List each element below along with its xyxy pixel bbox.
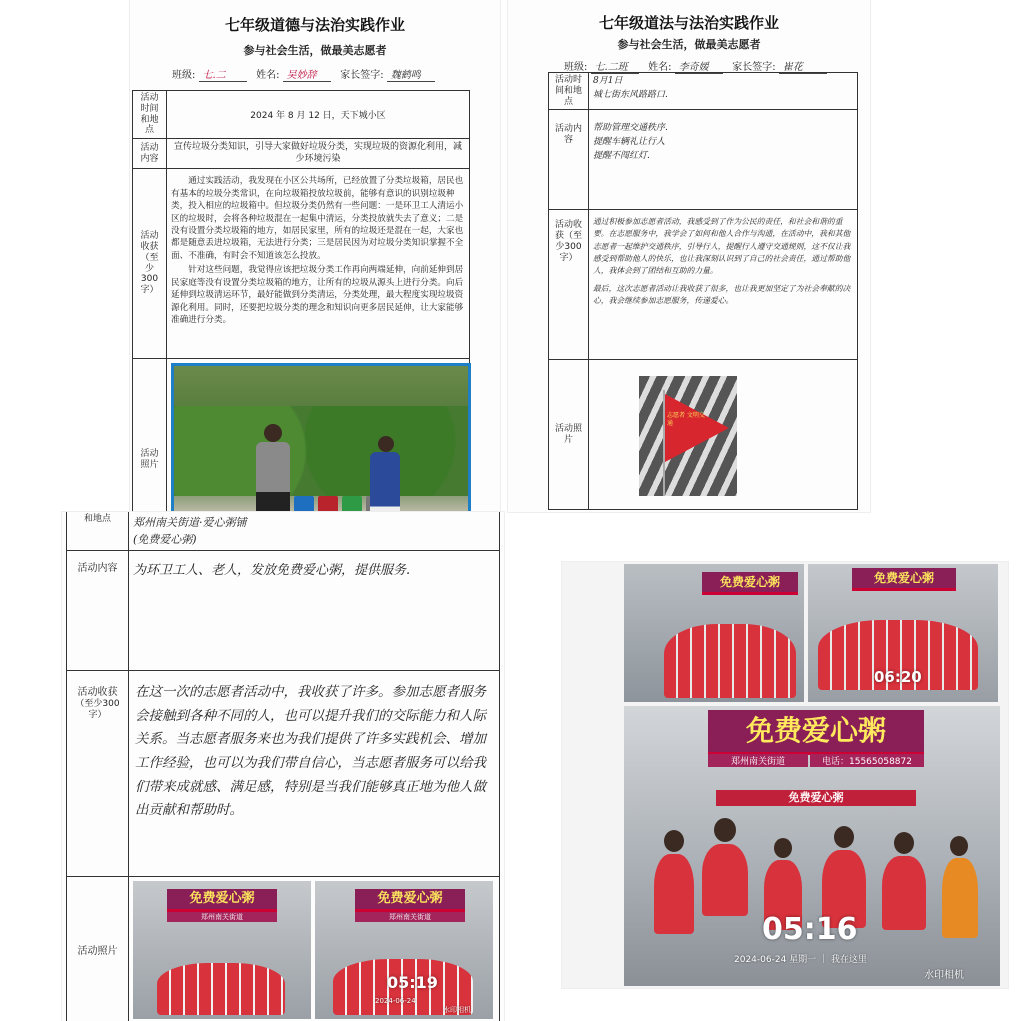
- class-value: 七.二: [199, 66, 247, 82]
- collage-photo-top-left: [624, 564, 804, 702]
- crosswalk-flag-photo: [639, 376, 737, 496]
- woman-figure: [256, 442, 290, 512]
- shop-sign-right: 免费爱心粥: [355, 889, 465, 912]
- volunteer-head-3: [774, 838, 792, 858]
- volunteer-1: [654, 854, 694, 934]
- name-label: 姓名:: [648, 62, 672, 73]
- worksheet-love-porridge: [62, 512, 504, 1021]
- shop-sub-left: 郑州南关街道: [167, 912, 277, 922]
- volunteer-5: [882, 856, 926, 930]
- place-line-1: 郑州南关街道·爱心粥铺: [133, 516, 247, 529]
- photo-label: 活动照片: [133, 359, 167, 512]
- volunteer-group-left: [157, 963, 285, 1015]
- garbage-sorting-photo: [171, 363, 471, 512]
- volunteer-6: [942, 858, 978, 938]
- time-label: 活动时间和地点: [133, 91, 167, 139]
- content-line-2: 提醒车辆礼让行人: [593, 137, 666, 148]
- volunteer-head-2: [714, 818, 736, 842]
- content-line-3: 提醒不闯红灯.: [593, 151, 650, 162]
- harvest-text: [167, 169, 470, 359]
- doc1-title: 七年级道德与法治实践作业: [224, 16, 405, 34]
- parent-signature: 崔花: [779, 58, 827, 74]
- flag-text: 志愿者 文明交通: [667, 412, 705, 428]
- place-value: [129, 512, 500, 551]
- volunteer-head-4: [834, 826, 854, 848]
- time-value: [589, 73, 858, 110]
- watermark: 水印相机: [443, 1006, 471, 1015]
- shop-sign-top-right: 免费爱心粥: [852, 568, 956, 591]
- photo-cell: [129, 877, 500, 1021]
- photo-date-line: 2024-06-24 星期一 ｜ 我在这里: [734, 955, 867, 965]
- doc2-form-table: [548, 72, 858, 510]
- porridge-photo-left: [133, 881, 311, 1019]
- recycle-bin-red: [318, 496, 338, 512]
- volunteer-head-1: [664, 830, 684, 852]
- time-line-2: 城七街东风路路口.: [593, 89, 668, 100]
- volunteer-head-6: [950, 836, 968, 856]
- harvest-paragraph-2: 针对这些问题，我觉得应该把垃圾分类工作再向两端延伸，向前延伸到居民家庭等没有设置分类垃圾箱的地方，让所有的垃圾从源头上进行分类。向后延伸到垃圾清运环节，最好能做到分类清运，分类处理，最大程度实现垃圾资源化利用。同时，还要把垃圾分类的理念和知识向更多居民延伸，让大家能够准确进行分类。: [171, 265, 464, 326]
- photo-pair: [133, 881, 495, 1019]
- recycle-bin-blue: [294, 496, 314, 512]
- time-line-1: 8月1日: [593, 76, 623, 86]
- place-label: 和地点: [67, 512, 129, 551]
- photo-collage-porridge: [562, 562, 1008, 988]
- girl-figure: [370, 452, 400, 512]
- class-value: 七.二班: [591, 58, 639, 74]
- time-value: 2024 年 8 月 12 日，天下城小区: [167, 91, 470, 139]
- photo-label: 活动照片: [549, 360, 589, 510]
- harvest-sublabel: （至少300字）: [75, 699, 120, 720]
- doc2-subtitle: 参与社会生活，做最美志愿者: [617, 38, 761, 51]
- recycle-bin-green: [342, 496, 362, 512]
- class-label: 班级:: [564, 62, 588, 73]
- name-value: 李奇媛: [675, 58, 723, 74]
- volunteer-group-top-left: [664, 624, 796, 698]
- doc2-title: 七年级道法与法治实践作业: [598, 14, 779, 32]
- harvest-text: [589, 210, 858, 360]
- content-value: [589, 110, 858, 210]
- content-value: 宣传垃圾分类知识，引导大家做好垃圾分类，实现垃圾的资源化利用，减少环境污染: [167, 139, 470, 169]
- harvest-label: 活动收获（至少300字）: [133, 169, 167, 359]
- shop-sign-top-left: 免费爱心粥: [702, 572, 798, 595]
- doc1-form-table: [132, 90, 470, 512]
- doc1-subtitle: 参与社会生活，做最美志愿者: [243, 44, 387, 57]
- photo-cell: [589, 360, 858, 510]
- watermark: 水印相机: [924, 970, 964, 981]
- main-banner: 免费爱心粥: [716, 790, 916, 806]
- parent-label: 家长签字:: [732, 62, 776, 73]
- name-value: 吴妙辞: [283, 66, 331, 82]
- harvest-paragraph-2: 最后，这次志愿者活动让我收获了很多，也让我更加坚定了为社会奉献的决心，我会继续参加志愿服务，传递爱心。: [593, 283, 851, 305]
- harvest-paragraph-1: 通过实践活动，我发现在小区公共场所，已经放置了分类垃圾箱，居民也有基本的垃圾分类常识，在向垃圾箱投放垃圾前，能够有意识的识别垃圾种类，投入相应的垃圾箱中。但垃圾分类仍然有一些问题：一是环卫工人清运小区的垃圾时，会将各种垃圾混在一起集中清运，分类投放就失去了意义；二是没有设置分类垃圾箱的地方，如居民家里，所有的垃圾还是混在一起，大家也都是随意丢进垃圾箱，无法进行分类；三是居民因为对垃圾分类知识掌握不全面、不准确，有时会不知道该怎么投放。: [171, 176, 464, 261]
- doc1-info-line: [172, 66, 435, 82]
- photo-date: 2024-06-24: [375, 997, 416, 1006]
- content-label: 活动内容: [67, 551, 129, 671]
- content-line-1: 帮助管理交通秩序.: [593, 123, 668, 134]
- place-line-2: (免费爱心粥): [133, 533, 197, 547]
- porridge-photo-right: [315, 881, 493, 1019]
- photo-cell: [167, 359, 470, 512]
- photo-time: 05:19: [387, 973, 438, 993]
- collage-photo-top-right: [808, 564, 998, 702]
- main-shop-sub: 郑州南关街道: [708, 754, 808, 767]
- time-label: 活动时间和地点: [549, 73, 589, 110]
- content-value: 为环卫工人、老人，发放免费爱心粥，提供服务.: [129, 551, 500, 671]
- content-label: 活动内容: [549, 110, 589, 210]
- volunteer-flag: [665, 394, 729, 462]
- shop-sign-left: 免费爱心粥: [167, 889, 277, 912]
- content-label: 活动内容: [133, 139, 167, 169]
- class-label: 班级:: [172, 70, 196, 81]
- doc3-form-table: [66, 512, 500, 1021]
- photo-time-main: 05:16: [762, 912, 858, 947]
- main-phone: 电话：15565058872: [810, 754, 924, 767]
- volunteer-head-5: [894, 832, 914, 854]
- harvest-label: 活动收获（至少300字）: [549, 210, 589, 360]
- photo-label: 活动照片: [67, 877, 129, 1021]
- bushes: [174, 406, 468, 496]
- worksheet-garbage-sorting: [130, 0, 500, 512]
- shop-sub-right: 郑州南关街道: [355, 912, 465, 922]
- harvest-text: 在这一次的志愿者活动中，我收获了许多。参加志愿者服务会接触到各种不同的人，也可以提升我们的交际能力和人际关系。当志愿者服务来也为我们提供了许多实践机会、增加工作经验，也可以为我们带自信心，当志愿者服务可以给我们带来成就感、满足感，特别是当我们能够真正地为他人做出贡献和帮助时。: [129, 671, 500, 877]
- parent-signature: 魏鹤鸣: [387, 66, 435, 82]
- harvest-paragraph-1: 通过积极参加志愿者活动，我感受到了作为公民的责任，和社会和谐的重要。在志愿服务中，我学会了如何和他人合作与沟通，在活动中，我和其他志愿者一起维护交通秩序，引导行人，提醒行人遵守交通规则，这不仅让我感受到帮助他人的快乐，也让我深刻认识到了自己的社会责任，通过帮助他人，我体会到了团结和互助的力量。: [593, 217, 851, 275]
- volunteer-2: [702, 844, 748, 916]
- main-shop-sign: 免费爱心粥: [708, 710, 924, 755]
- worksheet-traffic-volunteer: [508, 0, 870, 512]
- parent-label: 家长签字:: [340, 70, 384, 81]
- harvest-label: 活动收获: [77, 687, 118, 699]
- name-label: 姓名:: [256, 70, 280, 81]
- harvest-label-cell: [67, 671, 129, 877]
- photo-time-top: 06:20: [874, 668, 922, 686]
- collage-photo-main: [624, 706, 1000, 986]
